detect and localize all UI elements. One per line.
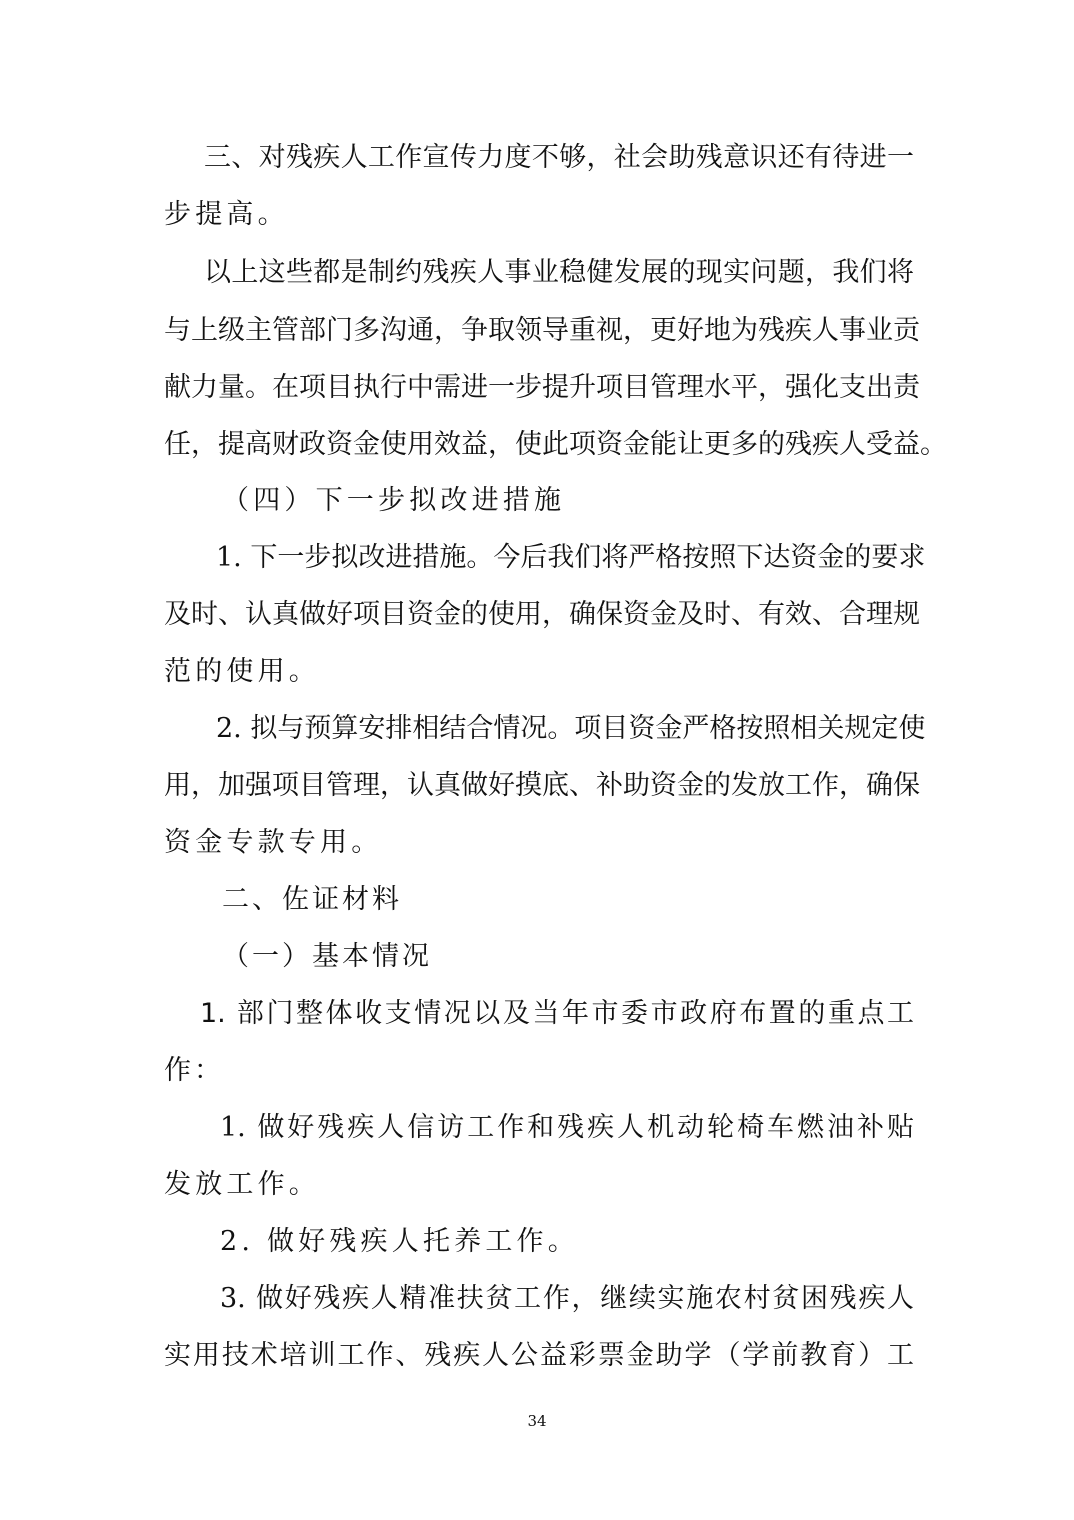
paragraph-3-line-1: 三、对残疾人工作宣传力度不够，社会助残意识还有待进一 xyxy=(204,142,914,173)
heading-department-summary-line-2: 作： xyxy=(164,1055,224,1086)
section-heading-evidence: 二、佐证材料 xyxy=(222,884,402,915)
work-item-1-line-2: 发放工作。 xyxy=(164,1169,320,1200)
section-heading-improvements: （四）下一步拟改进措施 xyxy=(222,485,566,516)
improvement-2-line-3: 资金专款专用。 xyxy=(164,827,383,858)
work-item-2: 2. 做好残疾人托养工作。 xyxy=(220,1226,579,1257)
work-item-3-line-1: 3. 做好残疾人精准扶贫工作，继续实施农村贫困残疾人 xyxy=(220,1283,914,1314)
summary-line-1: 以上这些都是制约残疾人事业稳健发展的现实问题，我们将 xyxy=(204,257,914,288)
summary-line-2: 与上级主管部门多沟通，争取领导重视，更好地为残疾人事业贡 xyxy=(164,315,920,346)
summary-line-4: 任，提高财政资金使用效益，使此项资金能让更多的残疾人受益。 xyxy=(164,429,947,460)
heading-department-summary-line-1: 1. 部门整体收支情况以及当年市委市政府布置的重点工 xyxy=(200,998,914,1029)
page-number: 34 xyxy=(527,1412,547,1430)
improvement-2-line-1: 2. 拟与预算安排相结合情况。项目资金严格按照相关规定使 xyxy=(216,713,926,744)
section-heading-basic-info: （一）基本情况 xyxy=(222,941,432,972)
improvement-1-line-2: 及时、认真做好项目资金的使用，确保资金及时、有效、合理规 xyxy=(164,599,920,630)
work-item-3-line-2: 实用技术培训工作、残疾人公益彩票金助学（学前教育）工 xyxy=(164,1340,914,1371)
summary-line-3: 献力量。在项目执行中需进一步提升项目管理水平，强化支出责 xyxy=(164,372,920,403)
improvement-1-line-1: 1. 下一步拟改进措施。今后我们将严格按照下达资金的要求 xyxy=(216,542,926,573)
paragraph-3-line-2: 步提高。 xyxy=(164,199,289,230)
improvement-1-line-3: 范的使用。 xyxy=(164,656,320,687)
work-item-1-line-1: 1. 做好残疾人信访工作和残疾人机动轮椅车燃油补贴 xyxy=(220,1112,914,1143)
improvement-2-line-2: 用，加强项目管理，认真做好摸底、补助资金的发放工作，确保 xyxy=(164,770,920,801)
